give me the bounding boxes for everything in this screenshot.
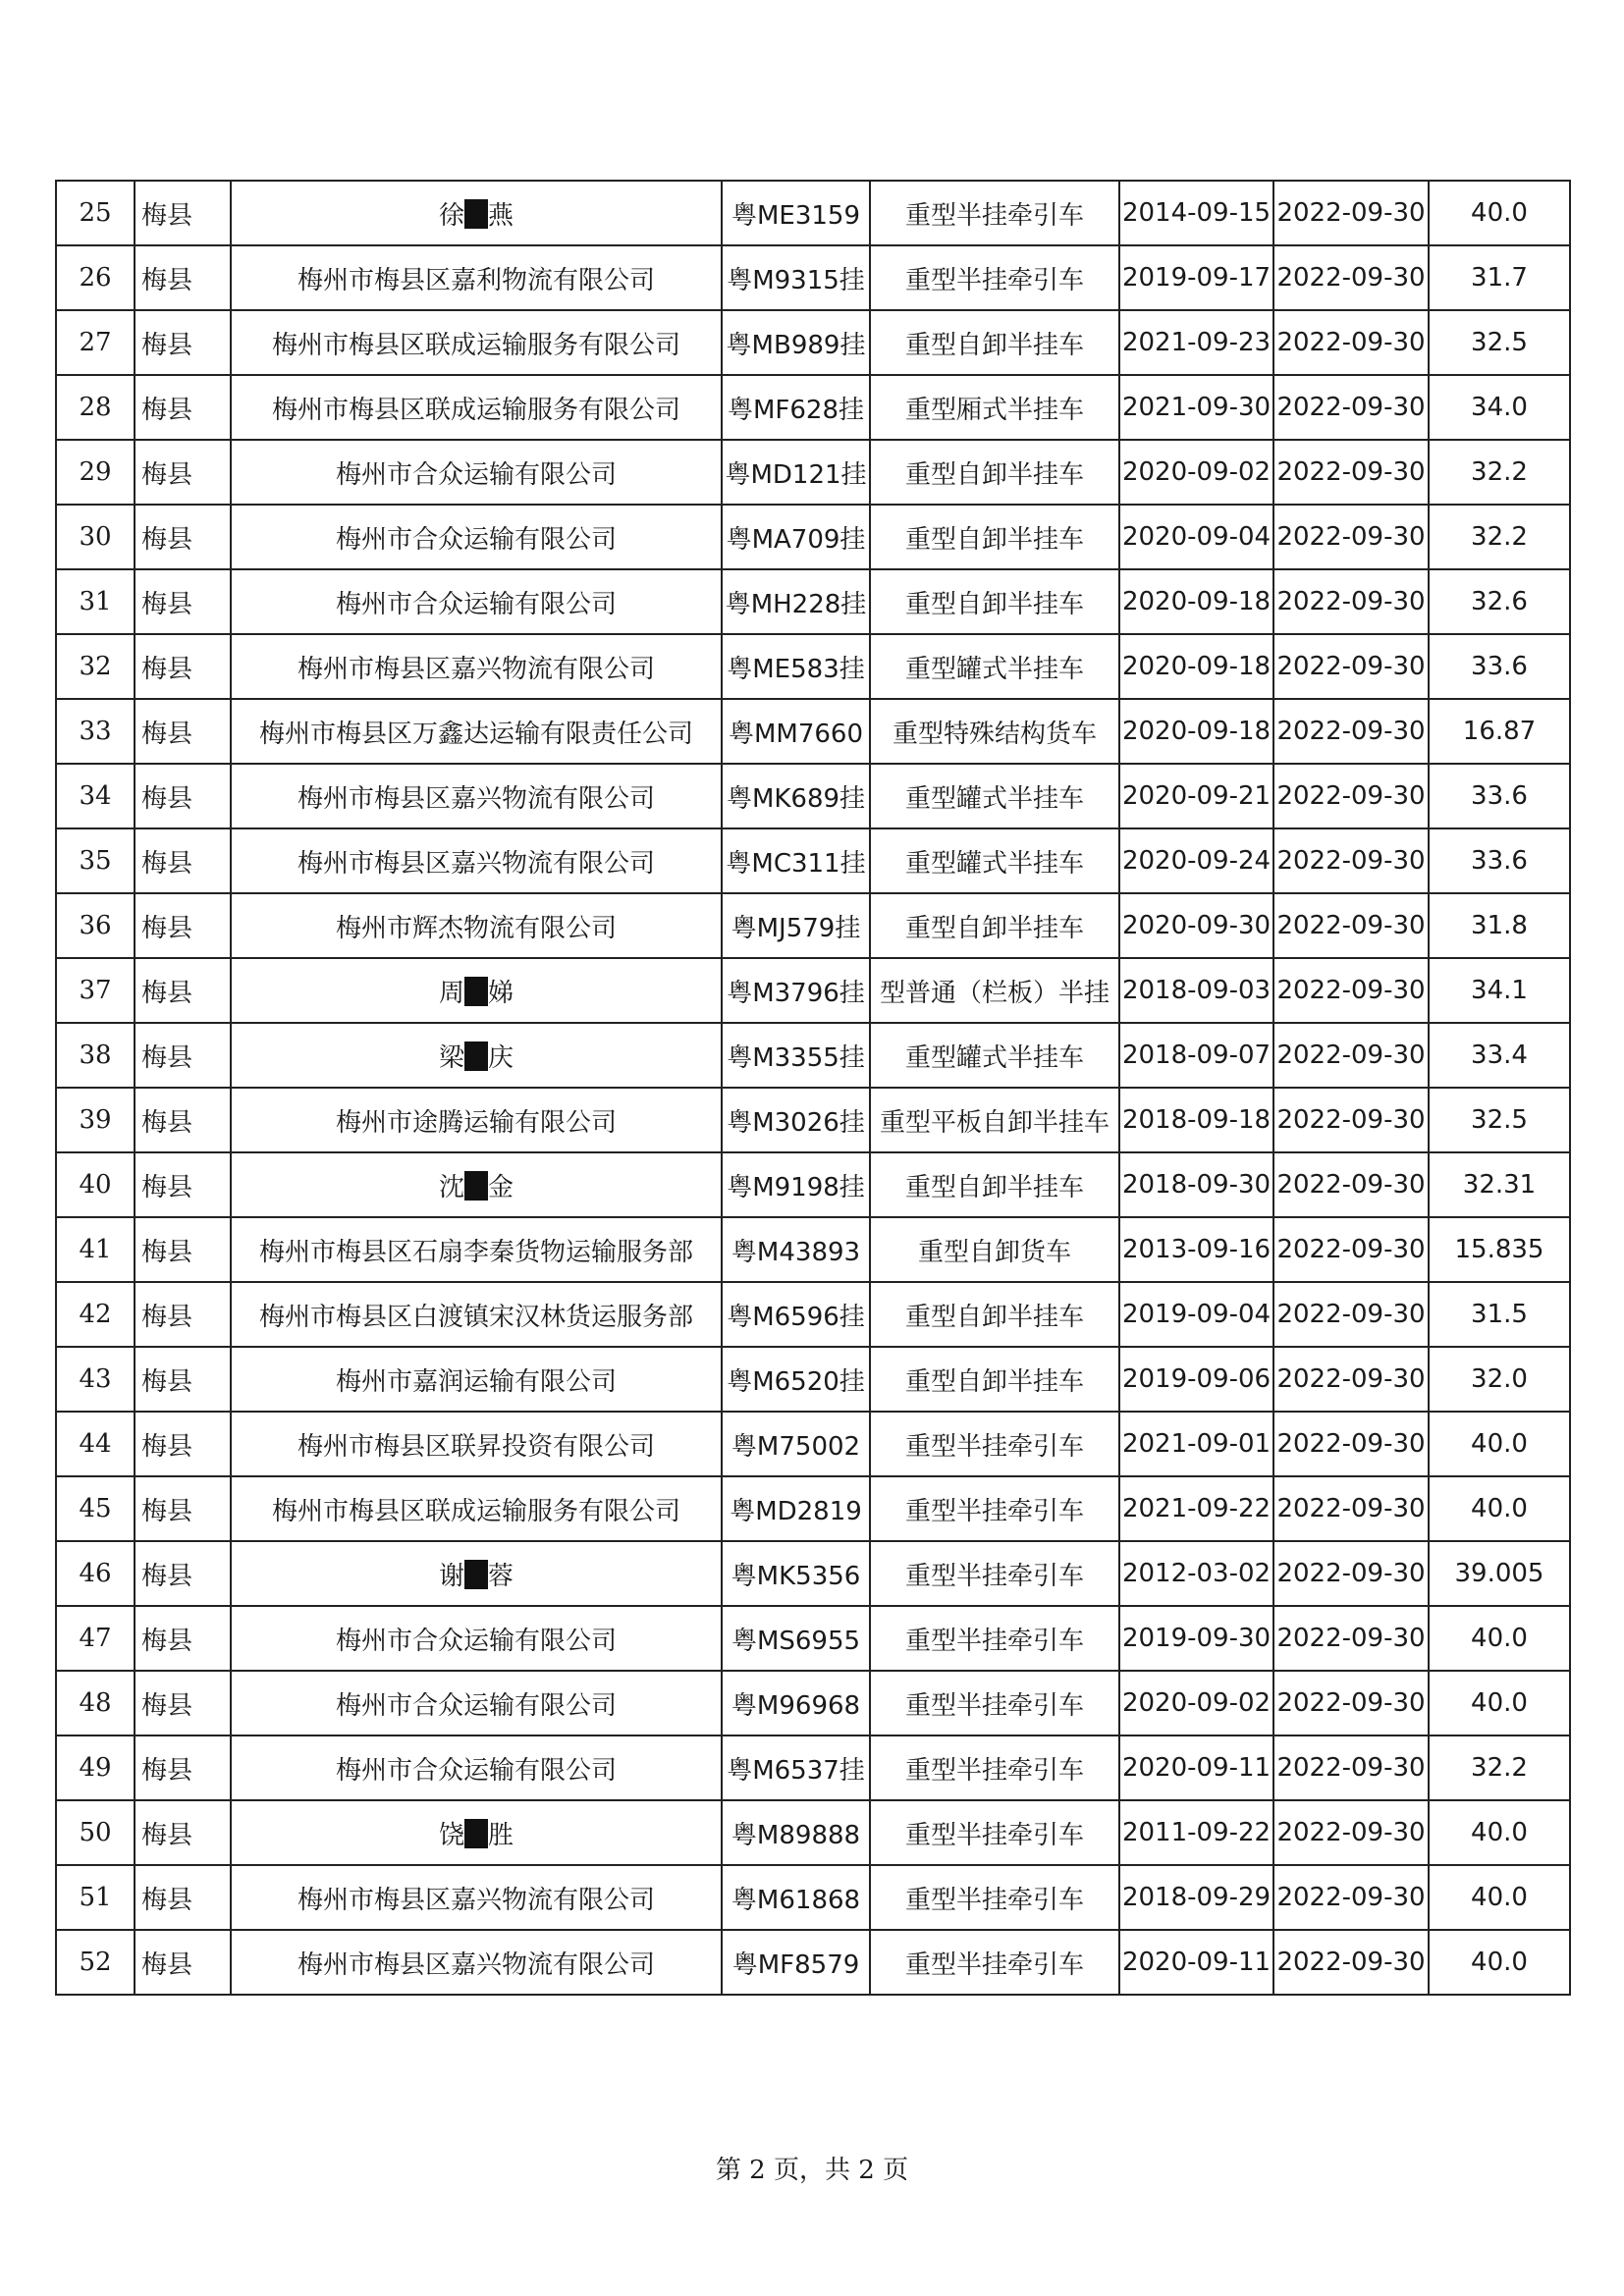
owner-cell: 梅州市梅县区嘉兴物流有限公司 xyxy=(231,1865,722,1930)
owner-cell: 梅州市梅县区嘉兴物流有限公司 xyxy=(231,634,722,699)
owner-cell: 梅州市梅县区联昇投资有限公司 xyxy=(231,1412,722,1476)
row-number: 37 xyxy=(56,958,135,1023)
owner-cell: 梅州市梅县区嘉兴物流有限公司 xyxy=(231,1930,722,1995)
plate-cell: 粤MJ579挂 xyxy=(722,893,870,958)
vehicle-type-cell: 型普通（栏板）半挂 xyxy=(870,958,1119,1023)
value-cell: 31.5 xyxy=(1429,1282,1570,1347)
register-date-cell: 2020-09-18 xyxy=(1119,569,1273,634)
register-date-cell: 2020-09-18 xyxy=(1119,634,1273,699)
county-cell: 梅县 xyxy=(135,1735,231,1800)
expiry-date-cell: 2022-09-30 xyxy=(1273,1606,1429,1671)
vehicle-type-cell: 重型半挂牵引车 xyxy=(870,181,1119,245)
vehicle-type-cell: 重型半挂牵引车 xyxy=(870,1865,1119,1930)
vehicle-type-cell: 重型厢式半挂车 xyxy=(870,375,1119,440)
county-cell: 梅县 xyxy=(135,1476,231,1541)
value-cell: 33.6 xyxy=(1429,764,1570,828)
page-number: 第 2 页，共 2 页 xyxy=(715,2156,909,2185)
plate-cell: 粤MF8579 xyxy=(722,1930,870,1995)
owner-given-name: 蓉 xyxy=(488,1561,514,1591)
expiry-date-cell: 2022-09-30 xyxy=(1273,699,1429,764)
plate-cell: 粤MC311挂 xyxy=(722,828,870,893)
table-row xyxy=(56,1735,1570,1800)
row-number: 52 xyxy=(56,1930,135,1995)
county-cell: 梅县 xyxy=(135,375,231,440)
owner-cell: 梅州市梅县区联成运输服务有限公司 xyxy=(231,1476,722,1541)
value-cell: 32.5 xyxy=(1429,310,1570,375)
owner-cell xyxy=(231,958,722,1023)
row-number: 31 xyxy=(56,569,135,634)
register-date-cell: 2020-09-02 xyxy=(1119,1671,1273,1735)
county-cell: 梅县 xyxy=(135,440,231,505)
row-number: 36 xyxy=(56,893,135,958)
register-date-cell: 2014-09-15 xyxy=(1119,181,1273,245)
register-date-cell: 2018-09-30 xyxy=(1119,1152,1273,1217)
row-number: 44 xyxy=(56,1412,135,1476)
redaction-block xyxy=(464,1819,488,1848)
value-cell: 32.6 xyxy=(1429,569,1570,634)
row-number: 47 xyxy=(56,1606,135,1671)
row-number: 26 xyxy=(56,245,135,310)
owner-cell xyxy=(231,1152,722,1217)
owner-given-name: 庆 xyxy=(488,1042,514,1073)
plate-cell: 粤MM7660 xyxy=(722,699,870,764)
county-cell: 梅县 xyxy=(135,634,231,699)
vehicle-type-cell: 重型半挂牵引车 xyxy=(870,1541,1119,1606)
vehicle-type-cell: 重型半挂牵引车 xyxy=(870,1606,1119,1671)
register-date-cell: 2021-09-01 xyxy=(1119,1412,1273,1476)
expiry-date-cell: 2022-09-30 xyxy=(1273,1282,1429,1347)
register-date-cell: 2019-09-30 xyxy=(1119,1606,1273,1671)
register-date-cell: 2021-09-22 xyxy=(1119,1476,1273,1541)
row-number: 29 xyxy=(56,440,135,505)
row-number: 41 xyxy=(56,1217,135,1282)
owner-cell: 梅州市梅县区石扇李秦货物运输服务部 xyxy=(231,1217,722,1282)
county-cell: 梅县 xyxy=(135,1865,231,1930)
county-cell: 梅县 xyxy=(135,1282,231,1347)
value-cell: 32.2 xyxy=(1429,505,1570,569)
plate-cell: 粤M61868 xyxy=(722,1865,870,1930)
vehicle-type-cell: 重型半挂牵引车 xyxy=(870,1930,1119,1995)
row-number: 25 xyxy=(56,181,135,245)
table-row xyxy=(56,245,1570,310)
owner-cell xyxy=(231,181,722,245)
register-date-cell: 2020-09-21 xyxy=(1119,764,1273,828)
expiry-date-cell: 2022-09-30 xyxy=(1273,1800,1429,1865)
owner-cell: 梅州市合众运输有限公司 xyxy=(231,1735,722,1800)
owner-cell xyxy=(231,1541,722,1606)
county-cell: 梅县 xyxy=(135,764,231,828)
county-cell: 梅县 xyxy=(135,1152,231,1217)
vehicle-type-cell: 重型自卸半挂车 xyxy=(870,1152,1119,1217)
county-cell: 梅县 xyxy=(135,505,231,569)
table-row xyxy=(56,1347,1570,1412)
row-number: 28 xyxy=(56,375,135,440)
register-date-cell: 2019-09-17 xyxy=(1119,245,1273,310)
owner-given-name: 娣 xyxy=(488,978,514,1008)
county-cell: 梅县 xyxy=(135,1217,231,1282)
value-cell: 33.4 xyxy=(1429,1023,1570,1088)
table-row xyxy=(56,375,1570,440)
county-cell: 梅县 xyxy=(135,569,231,634)
expiry-date-cell: 2022-09-30 xyxy=(1273,1541,1429,1606)
vehicle-table xyxy=(55,180,1571,1996)
row-number: 38 xyxy=(56,1023,135,1088)
table-row xyxy=(56,764,1570,828)
value-cell: 33.6 xyxy=(1429,828,1570,893)
vehicle-type-cell: 重型半挂牵引车 xyxy=(870,1412,1119,1476)
register-date-cell: 2018-09-07 xyxy=(1119,1023,1273,1088)
redaction-block xyxy=(464,199,488,229)
table-row xyxy=(56,634,1570,699)
value-cell: 16.87 xyxy=(1429,699,1570,764)
plate-cell: 粤ME3159 xyxy=(722,181,870,245)
owner-cell: 梅州市嘉润运输有限公司 xyxy=(231,1347,722,1412)
register-date-cell: 2012-03-02 xyxy=(1119,1541,1273,1606)
vehicle-type-cell: 重型特殊结构货车 xyxy=(870,699,1119,764)
table-row xyxy=(56,1800,1570,1865)
row-number: 51 xyxy=(56,1865,135,1930)
owner-cell xyxy=(231,1800,722,1865)
owner-cell xyxy=(231,1023,722,1088)
expiry-date-cell: 2022-09-30 xyxy=(1273,634,1429,699)
table-row xyxy=(56,1541,1570,1606)
expiry-date-cell: 2022-09-30 xyxy=(1273,1865,1429,1930)
vehicle-type-cell: 重型半挂牵引车 xyxy=(870,245,1119,310)
table-row xyxy=(56,893,1570,958)
expiry-date-cell: 2022-09-30 xyxy=(1273,569,1429,634)
value-cell: 40.0 xyxy=(1429,1476,1570,1541)
expiry-date-cell: 2022-09-30 xyxy=(1273,1930,1429,1995)
table-row xyxy=(56,1023,1570,1088)
expiry-date-cell: 2022-09-30 xyxy=(1273,1671,1429,1735)
plate-cell: 粤ME583挂 xyxy=(722,634,870,699)
plate-cell: 粤MS6955 xyxy=(722,1606,870,1671)
table-row xyxy=(56,569,1570,634)
expiry-date-cell: 2022-09-30 xyxy=(1273,1088,1429,1152)
register-date-cell: 2020-09-11 xyxy=(1119,1735,1273,1800)
expiry-date-cell: 2022-09-30 xyxy=(1273,1347,1429,1412)
expiry-date-cell: 2022-09-30 xyxy=(1273,181,1429,245)
vehicle-type-cell: 重型罐式半挂车 xyxy=(870,634,1119,699)
vehicle-type-cell: 重型罐式半挂车 xyxy=(870,1023,1119,1088)
value-cell: 34.0 xyxy=(1429,375,1570,440)
plate-cell: 粤M6596挂 xyxy=(722,1282,870,1347)
value-cell: 32.5 xyxy=(1429,1088,1570,1152)
owner-surname: 沈 xyxy=(438,1172,464,1202)
redaction-block xyxy=(464,1171,488,1201)
county-cell: 梅县 xyxy=(135,893,231,958)
table-row xyxy=(56,1217,1570,1282)
register-date-cell: 2020-09-04 xyxy=(1119,505,1273,569)
county-cell: 梅县 xyxy=(135,1930,231,1995)
owner-given-name: 金 xyxy=(488,1172,514,1202)
register-date-cell: 2013-09-16 xyxy=(1119,1217,1273,1282)
table-row xyxy=(56,1671,1570,1735)
county-cell: 梅县 xyxy=(135,1412,231,1476)
value-cell: 40.0 xyxy=(1429,1412,1570,1476)
register-date-cell: 2018-09-29 xyxy=(1119,1865,1273,1930)
table-row xyxy=(56,440,1570,505)
vehicle-type-cell: 重型半挂牵引车 xyxy=(870,1735,1119,1800)
expiry-date-cell: 2022-09-30 xyxy=(1273,1023,1429,1088)
expiry-date-cell: 2022-09-30 xyxy=(1273,893,1429,958)
table-row xyxy=(56,1476,1570,1541)
owner-cell: 梅州市梅县区白渡镇宋汉林货运服务部 xyxy=(231,1282,722,1347)
owner-cell: 梅州市合众运输有限公司 xyxy=(231,1671,722,1735)
register-date-cell: 2018-09-03 xyxy=(1119,958,1273,1023)
owner-surname: 梁 xyxy=(438,1042,464,1073)
owner-cell: 梅州市合众运输有限公司 xyxy=(231,440,722,505)
county-cell: 梅县 xyxy=(135,828,231,893)
vehicle-table-body xyxy=(56,181,1570,1995)
table-row xyxy=(56,1088,1570,1152)
owner-cell: 梅州市辉杰物流有限公司 xyxy=(231,893,722,958)
register-date-cell: 2020-09-18 xyxy=(1119,699,1273,764)
plate-cell: 粤M43893 xyxy=(722,1217,870,1282)
owner-surname: 谢 xyxy=(438,1561,464,1591)
vehicle-type-cell: 重型自卸半挂车 xyxy=(870,1347,1119,1412)
plate-cell: 粤M3355挂 xyxy=(722,1023,870,1088)
expiry-date-cell: 2022-09-30 xyxy=(1273,958,1429,1023)
owner-cell: 梅州市合众运输有限公司 xyxy=(231,505,722,569)
table-row xyxy=(56,699,1570,764)
table-row xyxy=(56,1865,1570,1930)
county-cell: 梅县 xyxy=(135,1347,231,1412)
owner-surname: 周 xyxy=(438,978,464,1008)
value-cell: 40.0 xyxy=(1429,1930,1570,1995)
vehicle-type-cell: 重型罐式半挂车 xyxy=(870,764,1119,828)
plate-cell: 粤MD121挂 xyxy=(722,440,870,505)
value-cell: 40.0 xyxy=(1429,1671,1570,1735)
value-cell: 32.2 xyxy=(1429,1735,1570,1800)
value-cell: 32.31 xyxy=(1429,1152,1570,1217)
plate-cell: 粤MF628挂 xyxy=(722,375,870,440)
owner-cell: 梅州市梅县区联成运输服务有限公司 xyxy=(231,310,722,375)
table-row xyxy=(56,1930,1570,1995)
vehicle-type-cell: 重型半挂牵引车 xyxy=(870,1800,1119,1865)
value-cell: 40.0 xyxy=(1429,1865,1570,1930)
county-cell: 梅县 xyxy=(135,1671,231,1735)
expiry-date-cell: 2022-09-30 xyxy=(1273,310,1429,375)
county-cell: 梅县 xyxy=(135,1541,231,1606)
owner-cell: 梅州市梅县区万鑫达运输有限责任公司 xyxy=(231,699,722,764)
expiry-date-cell: 2022-09-30 xyxy=(1273,505,1429,569)
value-cell: 32.0 xyxy=(1429,1347,1570,1412)
plate-cell: 粤MK5356 xyxy=(722,1541,870,1606)
row-number: 43 xyxy=(56,1347,135,1412)
value-cell: 31.7 xyxy=(1429,245,1570,310)
register-date-cell: 2021-09-30 xyxy=(1119,375,1273,440)
table-row xyxy=(56,1412,1570,1476)
row-number: 34 xyxy=(56,764,135,828)
plate-cell: 粤M9315挂 xyxy=(722,245,870,310)
plate-cell: 粤MA709挂 xyxy=(722,505,870,569)
redaction-block xyxy=(464,1041,488,1071)
expiry-date-cell: 2022-09-30 xyxy=(1273,1152,1429,1217)
owner-surname: 饶 xyxy=(438,1820,464,1850)
row-number: 39 xyxy=(56,1088,135,1152)
vehicle-type-cell: 重型自卸半挂车 xyxy=(870,569,1119,634)
redaction-block xyxy=(464,977,488,1006)
row-number: 40 xyxy=(56,1152,135,1217)
owner-cell: 梅州市合众运输有限公司 xyxy=(231,1606,722,1671)
redaction-block xyxy=(464,1560,488,1589)
expiry-date-cell: 2022-09-30 xyxy=(1273,828,1429,893)
owner-surname: 徐 xyxy=(438,200,464,231)
plate-cell: 粤M96968 xyxy=(722,1671,870,1735)
value-cell: 34.1 xyxy=(1429,958,1570,1023)
register-date-cell: 2020-09-30 xyxy=(1119,893,1273,958)
table-row xyxy=(56,181,1570,245)
expiry-date-cell: 2022-09-30 xyxy=(1273,440,1429,505)
table-row xyxy=(56,1606,1570,1671)
plate-cell: 粤M6520挂 xyxy=(722,1347,870,1412)
value-cell: 40.0 xyxy=(1429,1800,1570,1865)
county-cell: 梅县 xyxy=(135,181,231,245)
register-date-cell: 2020-09-02 xyxy=(1119,440,1273,505)
value-cell: 39.005 xyxy=(1429,1541,1570,1606)
row-number: 46 xyxy=(56,1541,135,1606)
table-row xyxy=(56,505,1570,569)
value-cell: 33.6 xyxy=(1429,634,1570,699)
owner-cell: 梅州市合众运输有限公司 xyxy=(231,569,722,634)
plate-cell: 粤MD2819 xyxy=(722,1476,870,1541)
vehicle-type-cell: 重型自卸半挂车 xyxy=(870,310,1119,375)
table-row xyxy=(56,1152,1570,1217)
vehicle-type-cell: 重型半挂牵引车 xyxy=(870,1671,1119,1735)
value-cell: 32.2 xyxy=(1429,440,1570,505)
vehicle-type-cell: 重型半挂牵引车 xyxy=(870,1476,1119,1541)
row-number: 35 xyxy=(56,828,135,893)
vehicle-type-cell: 重型平板自卸半挂车 xyxy=(870,1088,1119,1152)
plate-cell: 粤MB989挂 xyxy=(722,310,870,375)
row-number: 30 xyxy=(56,505,135,569)
county-cell: 梅县 xyxy=(135,1606,231,1671)
plate-cell: 粤MK689挂 xyxy=(722,764,870,828)
register-date-cell: 2011-09-22 xyxy=(1119,1800,1273,1865)
row-number: 42 xyxy=(56,1282,135,1347)
plate-cell: 粤M3796挂 xyxy=(722,958,870,1023)
table-row xyxy=(56,1282,1570,1347)
vehicle-type-cell: 重型自卸半挂车 xyxy=(870,440,1119,505)
plate-cell: 粤M89888 xyxy=(722,1800,870,1865)
county-cell: 梅县 xyxy=(135,1023,231,1088)
row-number: 48 xyxy=(56,1671,135,1735)
register-date-cell: 2021-09-23 xyxy=(1119,310,1273,375)
register-date-cell: 2018-09-18 xyxy=(1119,1088,1273,1152)
expiry-date-cell: 2022-09-30 xyxy=(1273,1735,1429,1800)
table-row xyxy=(56,828,1570,893)
vehicle-type-cell: 重型自卸半挂车 xyxy=(870,893,1119,958)
expiry-date-cell: 2022-09-30 xyxy=(1273,764,1429,828)
register-date-cell: 2019-09-04 xyxy=(1119,1282,1273,1347)
table-row xyxy=(56,958,1570,1023)
owner-cell: 梅州市梅县区联成运输服务有限公司 xyxy=(231,375,722,440)
county-cell: 梅县 xyxy=(135,1800,231,1865)
expiry-date-cell: 2022-09-30 xyxy=(1273,1476,1429,1541)
owner-cell: 梅州市途腾运输有限公司 xyxy=(231,1088,722,1152)
row-number: 27 xyxy=(56,310,135,375)
plate-cell: 粤M9198挂 xyxy=(722,1152,870,1217)
expiry-date-cell: 2022-09-30 xyxy=(1273,1412,1429,1476)
plate-cell: 粤M3026挂 xyxy=(722,1088,870,1152)
row-number: 32 xyxy=(56,634,135,699)
county-cell: 梅县 xyxy=(135,245,231,310)
plate-cell: 粤MH228挂 xyxy=(722,569,870,634)
row-number: 33 xyxy=(56,699,135,764)
register-date-cell: 2020-09-11 xyxy=(1119,1930,1273,1995)
vehicle-type-cell: 重型罐式半挂车 xyxy=(870,828,1119,893)
expiry-date-cell: 2022-09-30 xyxy=(1273,1217,1429,1282)
expiry-date-cell: 2022-09-30 xyxy=(1273,375,1429,440)
owner-given-name: 胜 xyxy=(488,1820,514,1850)
owner-cell: 梅州市梅县区嘉兴物流有限公司 xyxy=(231,828,722,893)
county-cell: 梅县 xyxy=(135,958,231,1023)
owner-cell: 梅州市梅县区嘉利物流有限公司 xyxy=(231,245,722,310)
row-number: 49 xyxy=(56,1735,135,1800)
plate-cell: 粤M6537挂 xyxy=(722,1735,870,1800)
vehicle-type-cell: 重型自卸货车 xyxy=(870,1217,1119,1282)
value-cell: 40.0 xyxy=(1429,1606,1570,1671)
vehicle-type-cell: 重型自卸半挂车 xyxy=(870,1282,1119,1347)
value-cell: 31.8 xyxy=(1429,893,1570,958)
plate-cell: 粤M75002 xyxy=(722,1412,870,1476)
value-cell: 15.835 xyxy=(1429,1217,1570,1282)
expiry-date-cell: 2022-09-30 xyxy=(1273,245,1429,310)
value-cell: 40.0 xyxy=(1429,181,1570,245)
register-date-cell: 2020-09-24 xyxy=(1119,828,1273,893)
row-number: 45 xyxy=(56,1476,135,1541)
county-cell: 梅县 xyxy=(135,1088,231,1152)
row-number: 50 xyxy=(56,1800,135,1865)
county-cell: 梅县 xyxy=(135,310,231,375)
owner-cell: 梅州市梅县区嘉兴物流有限公司 xyxy=(231,764,722,828)
register-date-cell: 2019-09-06 xyxy=(1119,1347,1273,1412)
vehicle-type-cell: 重型自卸半挂车 xyxy=(870,505,1119,569)
county-cell: 梅县 xyxy=(135,699,231,764)
table-row xyxy=(56,310,1570,375)
owner-given-name: 燕 xyxy=(488,200,514,231)
